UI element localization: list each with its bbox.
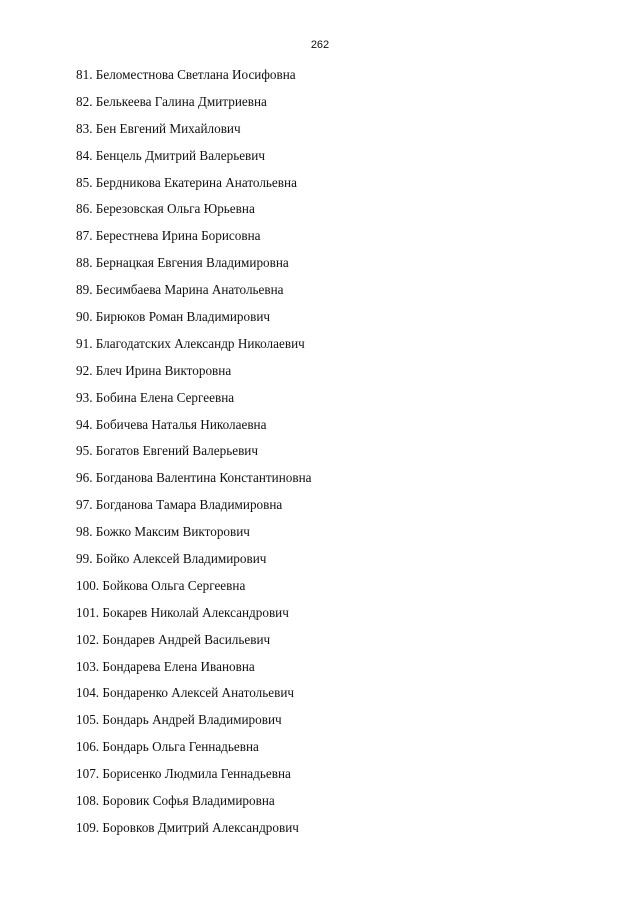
list-item: 106. Бондарь Ольга Геннадьевна [76, 739, 259, 755]
list-item: 100. Бойкова Ольга Сергеевна [76, 577, 246, 593]
list-item: 88. Бернацкая Евгения Владимировна [76, 255, 289, 271]
list-item: 87. Берестнева Ирина Борисовна [76, 228, 261, 244]
list-item: 102. Бондарев Андрей Васильевич [76, 631, 271, 647]
list-item: 96. Богданова Валентина Константиновна [76, 470, 312, 486]
list-item: 83. Бен Евгений Михайлович [76, 120, 241, 136]
list-item: 95. Богатов Евгений Валерьевич [76, 443, 258, 459]
list-item: 91. Благодатских Александр Николаевич [76, 335, 305, 351]
list-item: 109. Боровков Дмитрий Александрович [76, 819, 299, 835]
list-item: 107. Борисенко Людмила Геннадьевна [76, 766, 291, 782]
list-item: 89. Бесимбаева Марина Анатольевна [76, 282, 284, 298]
name-list [76, 66, 312, 846]
list-item: 105. Бондарь Андрей Владимирович [76, 712, 282, 728]
list-item: 82. Белькеева Галина Дмитриевна [76, 93, 267, 109]
list-item: 94. Бобичева Наталья Николаевна [76, 416, 267, 432]
list-item: 86. Березовская Ольга Юрьевна [76, 201, 255, 217]
list-item: 98. Божко Максим Викторович [76, 524, 250, 540]
list-item: 81. Беломестнова Светлана Иосифовна [76, 67, 296, 82]
list-item: 90. Бирюков Роман Владимирович [76, 309, 271, 325]
list-item: 84. Бенцель Дмитрий Валерьевич [76, 147, 265, 163]
list-item: 97. Богданова Тамара Владимировна [76, 497, 283, 513]
list-item: 101. Бокарев Николай Александрович [76, 604, 289, 620]
list-item: 104. Бондаренко Алексей Анатольевич [76, 685, 295, 701]
list-item: 92. Блеч Ирина Викторовна [76, 362, 232, 378]
list-item: 108. Боровик Софья Владимировна [76, 793, 275, 809]
list-item: 93. Бобина Елена Сергеевна [76, 389, 235, 405]
page-number: 262 [310, 39, 330, 51]
list-item: 103. Бондарева Елена Ивановна [76, 658, 255, 674]
list-item: 85. Бердникова Екатерина Анатольевна [76, 174, 297, 190]
list-item: 99. Бойко Алексей Владимирович [76, 551, 267, 567]
